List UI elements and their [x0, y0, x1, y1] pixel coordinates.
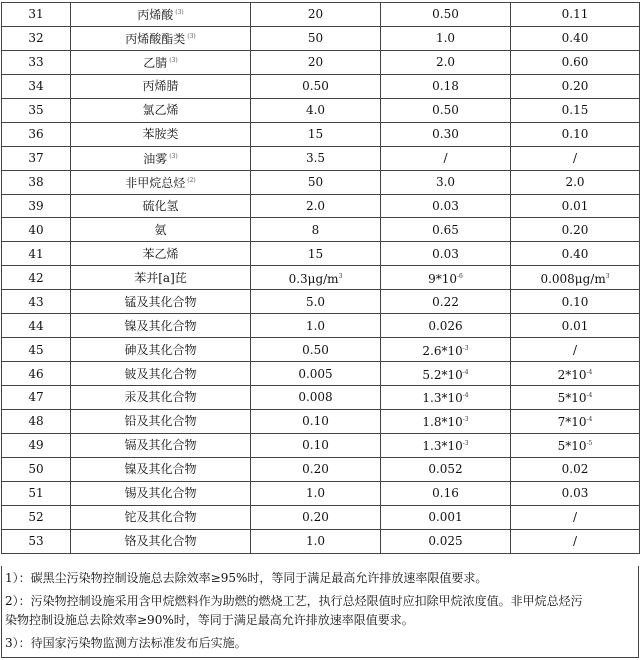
row-number-cell-text: 40 — [28, 222, 44, 237]
row-number-cell-text: 47 — [28, 390, 44, 405]
concentration-limit-cell — [251, 146, 381, 170]
row-number-cell — [2, 409, 71, 433]
pollutant-name-cell — [71, 170, 251, 194]
emission-rate-cell — [381, 3, 511, 27]
concentration-limit-cell-text: 1.0 — [305, 318, 326, 333]
pollutant-name-cell — [71, 481, 251, 505]
table-row — [2, 242, 640, 266]
boundary-limit-cell-text: 5*10 — [557, 439, 587, 454]
pollutant-name-cell — [71, 433, 251, 457]
table-row — [2, 3, 640, 27]
row-number-cell-text: 36 — [28, 127, 44, 142]
row-number-cell-text: 37 — [28, 151, 44, 166]
emission-rate-cell-text: 1.8*10 — [422, 415, 463, 430]
row-number-cell — [2, 74, 71, 98]
pollutant-name-cell-text: 氯乙烯 — [142, 103, 179, 118]
row-number-cell — [2, 50, 71, 74]
emission-rate-cell-text: 0.025 — [428, 534, 463, 549]
row-number-cell — [2, 362, 71, 386]
emission-rate-cell-text: 1.3*10 — [422, 391, 463, 406]
emission-rate-cell — [381, 194, 511, 218]
row-number-cell — [2, 481, 71, 505]
row-number-cell-text: 31 — [28, 7, 44, 22]
row-number-cell — [2, 386, 71, 410]
row-number-cell-text: 45 — [28, 342, 44, 357]
concentration-limit-cell — [251, 242, 381, 266]
pollutant-name-cell-text: 锡及其化合物 — [124, 486, 197, 501]
pollutant-name-cell-text: 苯乙烯 — [142, 246, 179, 261]
table-row — [2, 362, 640, 386]
boundary-limit-cell-superscript: -4 — [586, 392, 593, 400]
pollutant-name-cell — [71, 338, 251, 362]
row-number-cell — [2, 170, 71, 194]
concentration-limit-cell — [251, 194, 381, 218]
boundary-limit-cell-superscript: -5 — [586, 440, 593, 448]
boundary-limit-cell-text: 0.60 — [561, 55, 589, 70]
concentration-limit-cell — [251, 98, 381, 122]
boundary-limit-cell-text: 0.03 — [561, 486, 589, 501]
boundary-limit-cell — [511, 266, 640, 290]
table-row — [2, 529, 640, 553]
concentration-limit-cell — [251, 505, 381, 529]
boundary-limit-cell-text: 0.11 — [561, 7, 589, 22]
table-row — [2, 338, 640, 362]
row-number-cell-text: 33 — [28, 55, 44, 70]
row-number-cell — [2, 98, 71, 122]
concentration-limit-cell — [251, 50, 381, 74]
pollutant-name-cell-text: 汞及其化合物 — [124, 390, 197, 405]
concentration-limit-cell — [251, 362, 381, 386]
pollutant-name-cell — [71, 194, 251, 218]
emission-rate-cell-text: 0.16 — [432, 486, 459, 501]
pollutant-name-cell-text: 乙腈 — [143, 56, 168, 71]
table-row — [2, 194, 640, 218]
row-number-cell-text: 43 — [28, 294, 44, 309]
pollutant-name-cell — [71, 266, 251, 290]
emission-rate-cell — [381, 481, 511, 505]
pollutant-name-cell — [71, 242, 251, 266]
row-number-cell-text: 52 — [28, 510, 44, 525]
pollutant-name-cell-superscript: (3) — [169, 153, 178, 161]
concentration-limit-cell-text: 0.10 — [302, 438, 329, 453]
boundary-limit-cell-text: 0.10 — [561, 294, 589, 309]
boundary-limit-cell-text: 2*10 — [557, 367, 587, 382]
table-row — [2, 505, 640, 529]
concentration-limit-cell-text: 0.10 — [302, 414, 329, 429]
row-number-cell-text: 42 — [28, 270, 44, 285]
pollutant-name-cell-superscript: (3) — [169, 57, 178, 65]
row-number-cell — [2, 122, 71, 146]
row-number-cell-text: 38 — [28, 175, 44, 190]
pollutant-name-cell-text: 铊及其化合物 — [124, 510, 197, 525]
emission-rate-cell — [381, 146, 511, 170]
row-number-cell-text: 44 — [28, 318, 44, 333]
emission-rate-cell — [381, 505, 511, 529]
emission-rate-cell-superscript: -3 — [462, 416, 469, 424]
row-number-cell — [2, 505, 71, 529]
boundary-limit-cell — [511, 218, 640, 242]
row-number-cell — [2, 266, 71, 290]
pollutant-name-cell-text: 硫化氢 — [142, 198, 179, 213]
emission-rate-cell — [381, 529, 511, 553]
table-row — [2, 146, 640, 170]
boundary-limit-cell-text: / — [572, 510, 578, 525]
pollutant-name-cell — [71, 290, 251, 314]
emission-rate-cell-text: 0.03 — [432, 198, 459, 213]
pollutant-name-cell-superscript: (3) — [187, 33, 196, 41]
pollutant-name-cell-superscript: (3) — [175, 9, 184, 17]
boundary-limit-cell-superscript: -4 — [586, 416, 593, 424]
boundary-limit-cell-text: 0.008μg/m — [540, 271, 606, 286]
emission-rate-cell-text: 0.65 — [432, 222, 459, 237]
boundary-limit-cell-text: 2.0 — [565, 175, 585, 190]
concentration-limit-cell-text: 1.0 — [305, 486, 326, 501]
table-row — [2, 433, 640, 457]
boundary-limit-cell — [511, 386, 640, 410]
emission-limits-table — [1, 2, 640, 554]
row-number-cell-text: 48 — [28, 414, 44, 429]
emission-rate-cell-superscript: -6 — [457, 272, 463, 280]
concentration-limit-cell-text: 0.005 — [298, 366, 333, 381]
concentration-limit-cell — [251, 338, 381, 362]
row-number-cell — [2, 194, 71, 218]
row-number-cell-text: 53 — [28, 534, 44, 549]
pollutant-name-cell-text: 丙烯酸酯类 — [125, 32, 186, 47]
table-body — [2, 3, 640, 554]
pollutant-name-cell — [71, 74, 251, 98]
boundary-limit-cell — [511, 338, 640, 362]
emission-rate-cell-text: 0.001 — [428, 510, 463, 525]
concentration-limit-cell-text: 0.3μg/m — [288, 271, 339, 286]
emission-rate-cell-text: 3.0 — [435, 175, 456, 190]
row-number-cell — [2, 457, 71, 481]
concentration-limit-cell — [251, 218, 381, 242]
concentration-limit-cell — [251, 266, 381, 290]
footnote-1: 1）：碳黑尘污染物控制设施总去除效率≥95%时，等同于满足最高允许排放速率限值要求。 — [5, 571, 488, 585]
boundary-limit-cell-text: 0.15 — [561, 103, 589, 118]
concentration-limit-cell-text: 20 — [307, 7, 324, 22]
boundary-limit-cell — [511, 290, 640, 314]
concentration-limit-cell-text: 3.5 — [305, 151, 326, 166]
pollutant-name-cell — [71, 529, 251, 553]
footnotes-box — [1, 566, 639, 658]
table-row — [2, 74, 640, 98]
pollutant-name-cell — [71, 386, 251, 410]
boundary-limit-cell-text: 0.20 — [561, 222, 589, 237]
emission-rate-cell-text: 9*10 — [428, 271, 458, 286]
boundary-limit-cell — [511, 194, 640, 218]
boundary-limit-cell — [511, 50, 640, 74]
emission-rate-cell-text: 0.18 — [432, 79, 459, 94]
pollutant-name-cell-text: 镍及其化合物 — [124, 462, 197, 477]
concentration-limit-cell — [251, 122, 381, 146]
emission-rate-cell — [381, 98, 511, 122]
row-number-cell-text: 39 — [28, 198, 44, 213]
row-number-cell — [2, 338, 71, 362]
pollutant-name-cell-text: 氨 — [154, 222, 167, 237]
boundary-limit-cell — [511, 529, 640, 553]
emission-rate-cell-text: 2.0 — [435, 55, 456, 70]
boundary-limit-cell — [511, 409, 640, 433]
row-number-cell — [2, 433, 71, 457]
emission-rate-cell — [381, 433, 511, 457]
row-number-cell-text: 34 — [28, 79, 44, 94]
concentration-limit-cell-superscript: 3 — [338, 272, 343, 280]
concentration-limit-cell — [251, 529, 381, 553]
pollutant-name-cell-text: 铬及其化合物 — [124, 534, 197, 549]
boundary-limit-cell — [511, 433, 640, 457]
boundary-limit-cell-text: 0.20 — [561, 79, 589, 94]
boundary-limit-cell — [511, 98, 640, 122]
boundary-limit-cell — [511, 74, 640, 98]
row-number-cell — [2, 3, 71, 27]
concentration-limit-cell — [251, 3, 381, 27]
pollutant-name-cell-text: 砷及其化合物 — [124, 342, 197, 357]
emission-rate-cell — [381, 26, 511, 50]
row-number-cell-text: 51 — [28, 486, 44, 501]
footnote-2-cont: 染物控制设施总去除效率≥90%时，等同于满足最高允许排放速率限值要求。 — [5, 613, 414, 627]
emission-rate-cell — [381, 338, 511, 362]
emission-rate-cell-text: 0.052 — [428, 462, 463, 477]
table-row — [2, 26, 640, 50]
emission-rate-cell — [381, 314, 511, 338]
boundary-limit-cell — [511, 481, 640, 505]
boundary-limit-cell — [511, 242, 640, 266]
footnote-2: 2）：污染物控制设施采用含甲烷燃料作为助燃的燃烧工艺，执行总烃限值时应扣除甲烷浓度值。非甲烷总烃污 — [5, 594, 583, 608]
concentration-limit-cell — [251, 290, 381, 314]
row-number-cell-text: 35 — [28, 103, 44, 118]
emission-rate-cell — [381, 74, 511, 98]
boundary-limit-cell — [511, 362, 640, 386]
concentration-limit-cell-text: 15 — [307, 246, 324, 261]
concentration-limit-cell — [251, 386, 381, 410]
table-row — [2, 481, 640, 505]
boundary-limit-cell-text: / — [572, 534, 578, 549]
boundary-limit-cell-text: 0.02 — [561, 462, 589, 477]
concentration-limit-cell-text: 0.50 — [302, 342, 329, 357]
pollutant-name-cell-text: 丙烯酸 — [137, 8, 174, 23]
boundary-limit-cell — [511, 26, 640, 50]
row-number-cell-text: 46 — [28, 366, 44, 381]
emission-rate-cell — [381, 242, 511, 266]
row-number-cell — [2, 218, 71, 242]
row-number-cell — [2, 529, 71, 553]
boundary-limit-cell-text: 0.10 — [561, 127, 589, 142]
boundary-limit-cell-text: / — [572, 151, 578, 166]
pollutant-name-cell-superscript: (2) — [187, 177, 196, 185]
concentration-limit-cell-text: 1.0 — [305, 534, 326, 549]
pollutant-name-cell — [71, 505, 251, 529]
row-number-cell-text: 50 — [28, 462, 44, 477]
emission-rate-cell-superscript: -3 — [462, 440, 469, 448]
row-number-cell — [2, 314, 71, 338]
emission-rate-cell-text: 0.30 — [432, 127, 459, 142]
concentration-limit-cell — [251, 170, 381, 194]
concentration-limit-cell-text: 20 — [307, 55, 324, 70]
concentration-limit-cell-text: 0.008 — [298, 390, 333, 405]
emission-rate-cell — [381, 122, 511, 146]
boundary-limit-cell — [511, 457, 640, 481]
boundary-limit-cell-text: 0.40 — [561, 246, 589, 261]
emission-rate-cell — [381, 362, 511, 386]
emission-rate-cell — [381, 218, 511, 242]
pollutant-name-cell-text: 镉及其化合物 — [124, 438, 197, 453]
concentration-limit-cell-text: 0.20 — [302, 510, 329, 525]
pollutant-name-cell — [71, 122, 251, 146]
pollutant-name-cell-text: 丙烯腈 — [142, 79, 179, 94]
row-number-cell-text: 41 — [28, 246, 44, 261]
boundary-limit-cell-text: 5*10 — [557, 391, 587, 406]
concentration-limit-cell — [251, 409, 381, 433]
concentration-limit-cell — [251, 481, 381, 505]
pollutant-name-cell-text: 铍及其化合物 — [124, 366, 197, 381]
emission-rate-cell — [381, 457, 511, 481]
emission-rate-cell — [381, 409, 511, 433]
pollutant-name-cell-text: 镍及其化合物 — [124, 318, 197, 333]
table-row — [2, 98, 640, 122]
row-number-cell — [2, 146, 71, 170]
pollutant-name-cell — [71, 218, 251, 242]
emission-rate-cell — [381, 170, 511, 194]
emission-rate-cell-text: 0.50 — [432, 103, 459, 118]
emission-rate-cell-text: 0.50 — [432, 7, 459, 22]
emission-rate-cell-superscript: -4 — [462, 368, 469, 376]
row-number-cell — [2, 290, 71, 314]
table-row — [2, 386, 640, 410]
concentration-limit-cell — [251, 433, 381, 457]
concentration-limit-cell-text: 2.0 — [305, 198, 326, 213]
boundary-limit-cell — [511, 146, 640, 170]
emission-rate-cell-superscript: -3 — [462, 344, 469, 352]
pollutant-name-cell — [71, 409, 251, 433]
table-row — [2, 170, 640, 194]
pollutant-name-cell-text: 油雾 — [143, 152, 168, 167]
boundary-limit-cell-text: 0.01 — [561, 318, 589, 333]
boundary-limit-cell-text: / — [572, 342, 578, 357]
pollutant-name-cell — [71, 146, 251, 170]
table-row — [2, 457, 640, 481]
boundary-limit-cell-superscript: 3 — [605, 272, 610, 280]
concentration-limit-cell-text: 50 — [307, 31, 324, 46]
concentration-limit-cell — [251, 26, 381, 50]
emission-rate-cell-superscript: -4 — [462, 392, 469, 400]
emission-rate-cell-text: 0.22 — [432, 294, 459, 309]
pollutant-name-cell — [71, 457, 251, 481]
emission-rate-cell-text: / — [443, 151, 448, 166]
table-row — [2, 122, 640, 146]
concentration-limit-cell-text: 15 — [307, 127, 324, 142]
concentration-limit-cell-text: 5.0 — [305, 294, 326, 309]
concentration-limit-cell — [251, 74, 381, 98]
pollutant-name-cell-text: 苯胺类 — [142, 127, 179, 142]
concentration-limit-cell-text: 50 — [307, 175, 324, 190]
boundary-limit-cell-text: 0.40 — [561, 31, 589, 46]
concentration-limit-cell-text: 0.20 — [302, 462, 329, 477]
emission-rate-cell-text: 1.3*10 — [422, 439, 463, 454]
pollutant-name-cell-text: 非甲烷总烃 — [125, 176, 186, 191]
boundary-limit-cell — [511, 122, 640, 146]
pollutant-name-cell — [71, 314, 251, 338]
concentration-limit-cell — [251, 314, 381, 338]
row-number-cell-text: 32 — [28, 31, 44, 46]
table-row — [2, 50, 640, 74]
table-row — [2, 266, 640, 290]
emission-rate-cell-text: 2.6*10 — [422, 343, 463, 358]
pollutant-name-cell-text: 锰及其化合物 — [124, 294, 197, 309]
boundary-limit-cell-text: 7*10 — [557, 415, 587, 430]
pollutant-name-cell-text: 铅及其化合物 — [124, 414, 197, 429]
pollutant-name-cell — [71, 3, 251, 27]
boundary-limit-cell — [511, 170, 640, 194]
boundary-limit-cell — [511, 3, 640, 27]
footnote-3: 3）：待国家污染物监测方法标准发布后实施。 — [5, 636, 247, 650]
emission-rate-cell — [381, 290, 511, 314]
emission-rate-cell-text: 0.03 — [432, 246, 459, 261]
pollutant-name-cell — [71, 26, 251, 50]
boundary-limit-cell — [511, 314, 640, 338]
emission-rate-cell — [381, 266, 511, 290]
pollutant-name-cell — [71, 98, 251, 122]
emission-rate-cell — [381, 50, 511, 74]
concentration-limit-cell-text: 0.50 — [302, 79, 329, 94]
table-row — [2, 290, 640, 314]
emission-rate-cell-text: 5.2*10 — [422, 367, 463, 382]
row-number-cell — [2, 26, 71, 50]
boundary-limit-cell-superscript: -4 — [586, 368, 593, 376]
pollutant-name-cell — [71, 362, 251, 386]
boundary-limit-cell — [511, 505, 640, 529]
pollutant-name-cell — [71, 50, 251, 74]
emission-rate-cell-text: 0.026 — [428, 318, 463, 333]
emission-rate-cell-text: 1.0 — [435, 31, 456, 46]
table-row — [2, 409, 640, 433]
pollutant-name-cell-text: 苯并[a]芘 — [134, 270, 187, 285]
row-number-cell-text: 49 — [28, 438, 44, 453]
row-number-cell — [2, 242, 71, 266]
table-row — [2, 314, 640, 338]
emission-rate-cell — [381, 386, 511, 410]
concentration-limit-cell — [251, 457, 381, 481]
table-row — [2, 218, 640, 242]
concentration-limit-cell-text: 8 — [311, 222, 320, 237]
concentration-limit-cell-text: 4.0 — [305, 103, 326, 118]
boundary-limit-cell-text: 0.01 — [561, 198, 589, 213]
